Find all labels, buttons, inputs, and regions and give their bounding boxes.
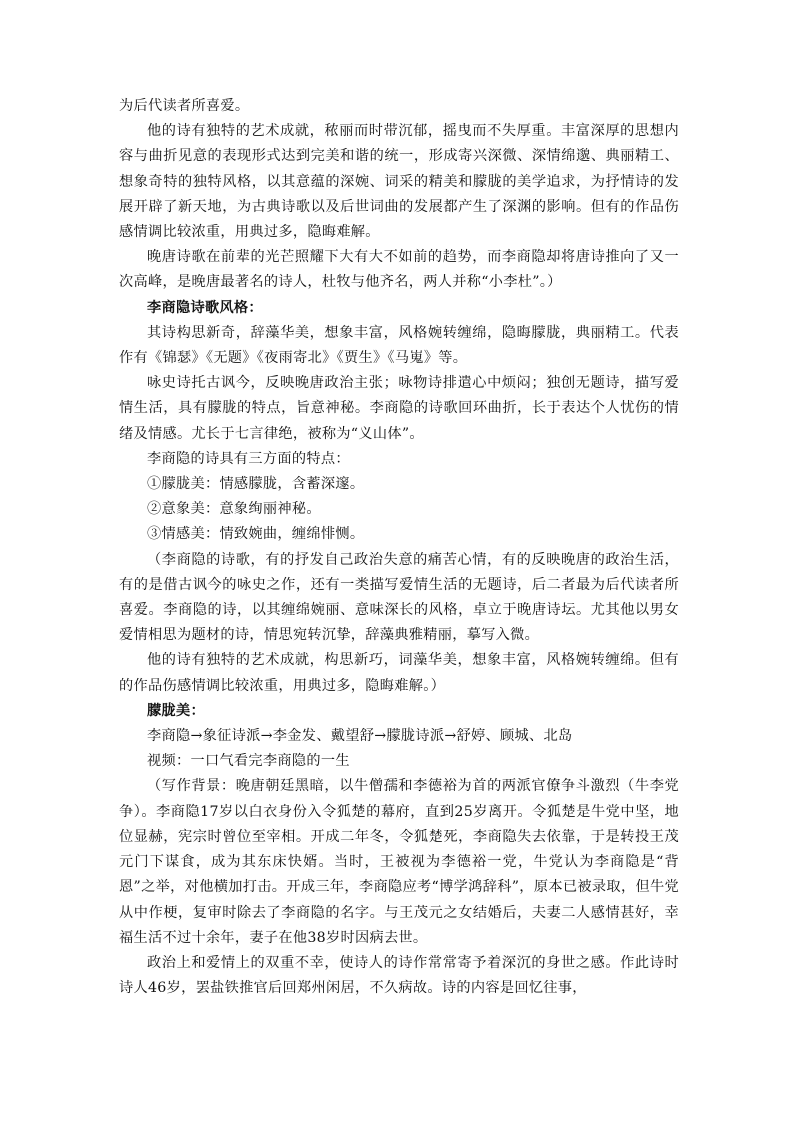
- paragraph-lineage-chain: 李商隐→象征诗派→李金发、戴望舒→朦胧诗派→舒婷、顾城、北岛: [147, 728, 573, 745]
- paragraph-poetry-themes: （李商隐的诗歌，有的抒发自己政治失意的痛苦心情，有的反映晚唐的政治生活，有的是借古讽今的咏史之作，还有一类描写爱情生活的无题诗，后二者最为后代读者所喜爱。李商隐的诗，以其缠绵婉丽、意味深长的风格，卓立于晚唐诗坛。尤其他以男女爱情相思为题材的诗，情思宛转沉挚，辞藻典雅精丽，摹写入微。: [119, 551, 679, 644]
- heading-poetry-style: 李商隐诗歌风格：: [147, 299, 263, 316]
- paragraph-artistic-summary: 他的诗有独特的艺术成就，构思新巧，词藻华美，想象丰富，风格婉转缠绵。但有的作品伤感情调比较浓重，用典过多，隐晦难解。）: [119, 652, 679, 694]
- paragraph-double-misfortune: 政治上和爱情上的双重不幸，使诗人的诗作常常寄予着深沉的身世之感。作此诗时诗人46岁，罢盐铁推官后回郑州闲居，不久病故。诗的内容是回忆往事，: [119, 954, 679, 997]
- paragraph-three-features-intro: 李商隐的诗具有三方面的特点：: [147, 450, 350, 467]
- list-item-feature-3: ③情感美：情致婉曲，缠绵悱恻。: [147, 526, 365, 543]
- paragraph-late-tang-status: 晚唐诗歌在前辈的光芒照耀下大有大不如前的趋势，而李商隐却将唐诗推向了又一次高峰，是晚唐最著名的诗人，杜牧与他齐名，两人并称“小李杜”。）: [119, 249, 679, 291]
- paragraph-style-summary: 其诗构思新奇，辞藻华美，想象丰富，风格婉转缠绵，隐晦朦胧，典丽精工。代表作有《锦瑟》《无题》《夜雨寄北》《贾生》《马嵬》等。: [119, 324, 679, 367]
- paragraph-video-reference: 视频：一口气看完李商隐的一生: [147, 753, 350, 770]
- paragraph-continuation: 为后代读者所喜爱。: [119, 98, 250, 114]
- paragraph-artistic-achievement: 他的诗有独特的艺术成就，秾丽而时带沉郁，摇曳而不失厚重。丰富深厚的思想内容与曲折见意的表现形式达到完美和谐的统一，形成寄兴深微、深情绵邈、典丽精工、想象奇特的独特风格，以其意蕴的深婉、词采的精美和朦胧的美学追求，为抒情诗的发展开辟了新天地，为古典诗歌以及后世词曲的发展都产生了深渊的影响。但有的作品伤感情调比较浓重，用典过多，隐晦难解。: [119, 123, 679, 241]
- list-item-feature-1: ①朦胧美：情感朦胧，含蓄深邃。: [147, 476, 365, 493]
- document-body: [119, 94, 679, 1001]
- list-item-feature-2: ②意象美：意象绚丽神秘。: [147, 501, 321, 518]
- paragraph-poem-types: 咏史诗托古讽今，反映晚唐政治主张；咏物诗排遣心中烦闷；独创无题诗，描写爱情生活，具有朦胧的特点，旨意神秘。李商隐的诗歌回环曲折，长于表达个人忧伤的情绪及情感。尤长于七言律绝，被称为“义山体”。: [119, 375, 679, 442]
- heading-hazy-beauty: 朦胧美：: [147, 702, 205, 719]
- paragraph-writing-background: （写作背景：晚唐朝廷黑暗，以牛僧孺和李德裕为首的两派官僚争斗激烈（牛李党争）。李商隐17岁以白衣身份入令狐楚的幕府，直到25岁离开。令狐楚是牛党中坚，地位显赫，宪宗时曾位至宰相。开成二年冬，令狐楚死，李商隐失去依靠，于是转投王茂元门下谋食，成为其东床快婿。当时，王被视为李德裕一党，牛党认为李商隐是“背恩”之举，对他横加打击。开成三年，李商隐应考“博学鸿辞科”，原本已被录取，但牛党从中作梗，复审时除去了李商隐的名字。与王茂元之女结婚后，夫妻二人感情甚好，幸福生活不过十余年，妻子在他38岁时因病去世。: [119, 778, 679, 946]
